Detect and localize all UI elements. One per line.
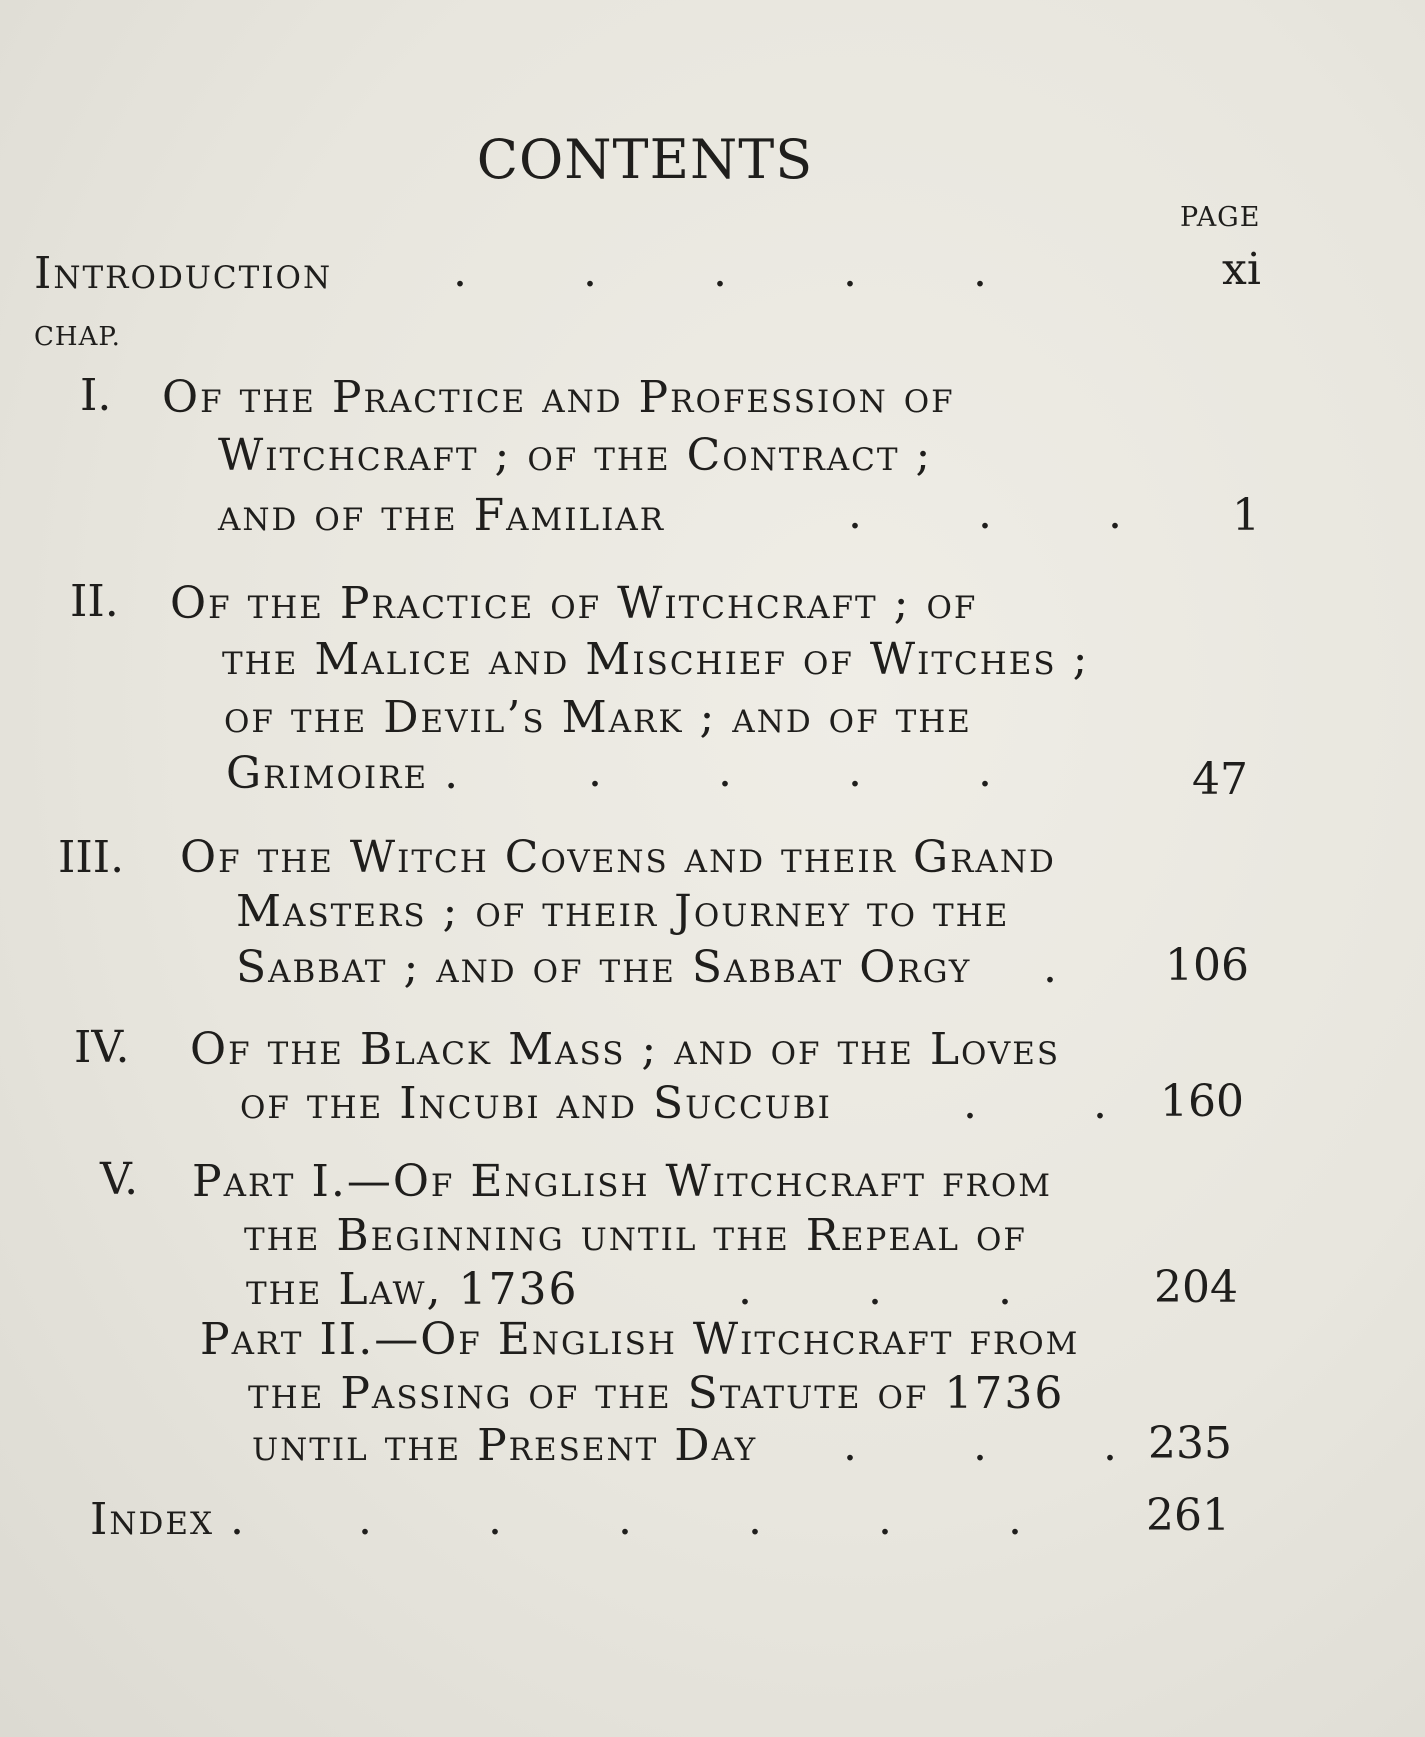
toc-entry-chapter-5-part-1[interactable]: Part I.—Of English Witchcraft from [192,1156,1053,1207]
toc-entry-chapter-2[interactable]: Of the Practice of Witchcraft ; of [170,578,978,629]
toc-entry-index[interactable]: Index . [90,1494,247,1545]
toc-entry-chapter-4[interactable]: Of the Black Mass ; and of the Loves [190,1024,1061,1075]
toc-line: Masters ; of their Journey to the [236,886,1010,937]
toc-entry-introduction[interactable]: Introduction [34,248,333,299]
page-number: 204 [1154,1262,1238,1313]
leader-dots: . . [963,1078,1107,1129]
chapter-numeral: IV. [74,1022,130,1073]
toc-line: the Passing of the Statute of 1736 [248,1368,1065,1419]
toc-line: Grimoire . [226,748,461,799]
leader-dots: . . . . [588,746,992,797]
toc-line: of the Incubi and Succubi [240,1078,832,1129]
toc-line: the Beginning until the Repeal of [244,1210,1027,1261]
chapter-numeral: III. [58,832,125,883]
toc-line: the Malice and Mischief of Witches ; [222,634,1090,685]
page-number: 261 [1146,1490,1230,1541]
toc-entry-chapter-3[interactable]: Of the Witch Covens and their Grand [180,832,1056,883]
toc-line: of the Devil’s Mark ; and of the [224,692,972,743]
page-number: 47 [1192,754,1248,805]
toc-line: until the Present Day [252,1420,758,1471]
toc-entry-chapter-1[interactable]: Of the Practice and Profession of [162,372,955,423]
leader-dots: . [1043,942,1057,993]
toc-line: Sabbat ; and of the Sabbat Orgy [236,942,972,993]
leader-dots: . . . [843,1420,1117,1471]
toc-entry-chapter-5-part-2[interactable]: Part II.—Of English Witchcraft from [200,1314,1080,1365]
page-number: 160 [1160,1076,1244,1127]
chapter-numeral: I. [80,370,112,421]
leader-dots: . . . [738,1264,1012,1315]
page-number: 235 [1148,1418,1232,1469]
leader-dots: . . . [848,488,1122,539]
chapter-numeral: II. [70,576,119,627]
chap-label: CHAP. [34,322,121,352]
page-column-header: PAGE [1180,202,1261,233]
page-title: CONTENTS [476,128,814,191]
leader-dots: . . . . . [453,246,987,297]
page-number: xi [1222,244,1261,295]
toc-line: Witchcraft ; of the Contract ; [218,430,933,481]
page-number: 106 [1165,940,1249,991]
leader-dots: . . . . . . [358,1494,1022,1545]
chapter-numeral: V. [100,1154,139,1205]
toc-line: the Law, 1736 [246,1264,579,1315]
page-number: 1 [1232,490,1260,541]
toc-line: and of the Familiar [218,490,666,541]
